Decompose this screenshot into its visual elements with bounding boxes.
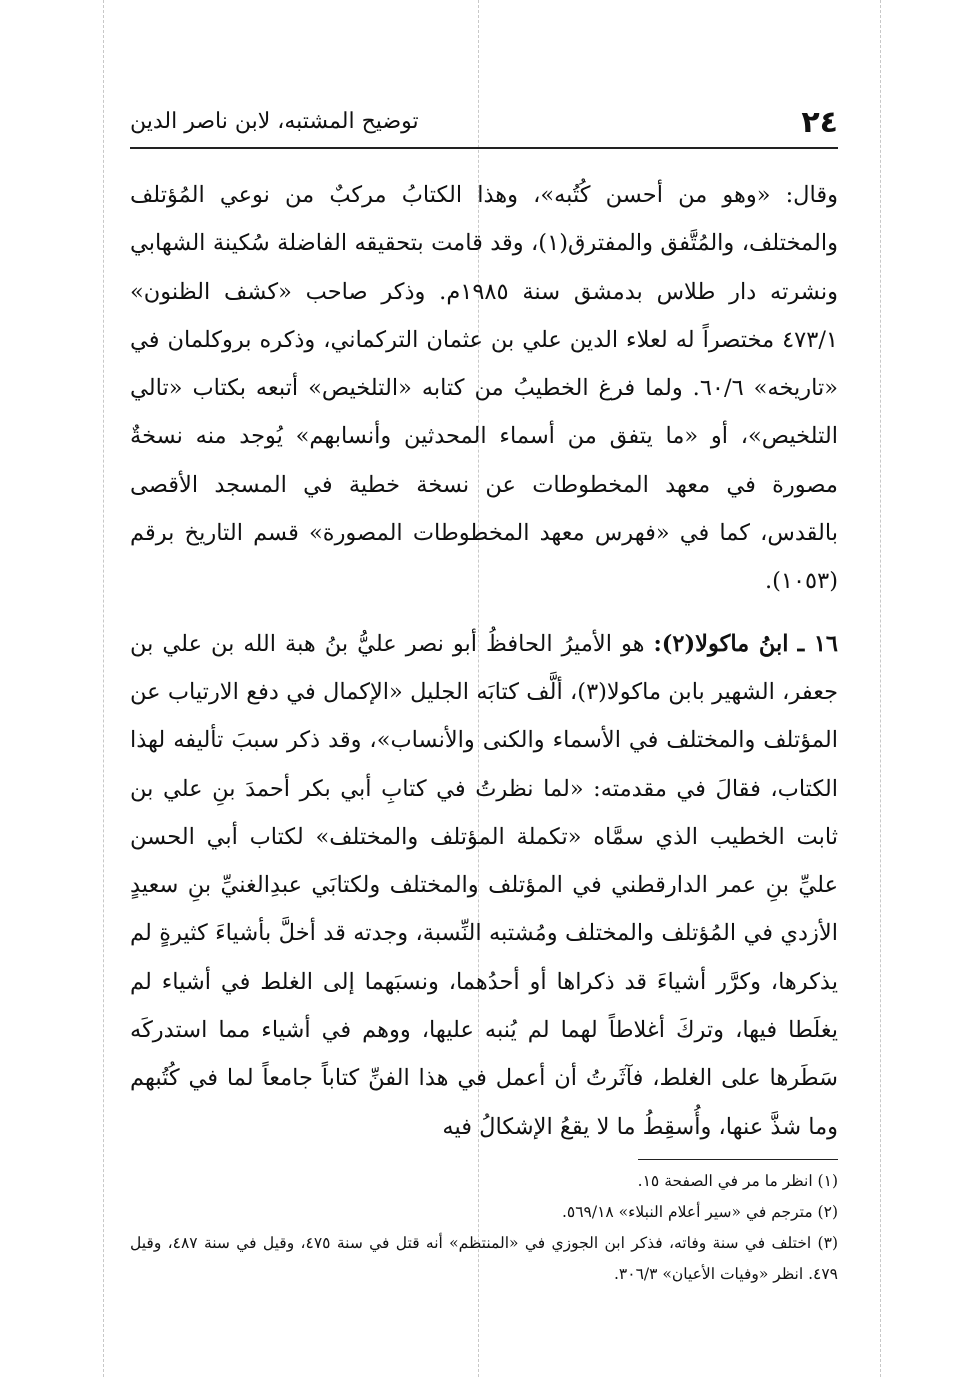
book-page <box>130 95 838 1290</box>
footnote-divider <box>638 1159 838 1160</box>
running-title: توضيح المشتبه، لابن ناصر الدين <box>130 109 419 134</box>
entry-name: ابنُ ماكولا(٢): <box>653 630 789 657</box>
footnote-2: (٢) مترجم في «سير أعلام النبلاء» ٥٦٩/١٨. <box>561 1202 838 1221</box>
page-number: ٢٤ <box>801 105 838 140</box>
paragraph-1: وقال: «وهو من أحسن كُتُبه»، وهذا الكتابُ مركبٌ من نوعي المُؤتلف والمختلف، والمُتَّفق والمفترق(١)، وقد قامت بتحقيقه الفاضلة سُكينة الشهابي ونشرته دار طلاس بدمشق سنة ١٩٨٥م. وذكر صاحب «كشف الظنون» ٤٧٣/١ مختصراً له لعلاء الدين علي بن عثمان التركماني، وذكره بروكلمان في «تاريخه» ٦٠/٦. ولما فرغ الخطيبُ من كتابه «التلخيص» أتبعه بكتاب «تالي التلخيص»، أو «ما يتفق من أسماء المحدثين وأنسابهم» يُوجد منه نسخةٌ مصورة في معهد المخطوطات عن نسخة خطية في المسجد الأقصى بالقدس، كما في «فهرس معهد المخطوطات المصورة» قسم التاريخ برقم (١٠٥٣). <box>130 182 838 595</box>
footnotes <box>130 1166 838 1290</box>
page-header <box>130 95 838 149</box>
scan-guide-line-right <box>880 0 881 1377</box>
scan-guide-line-left <box>103 0 104 1377</box>
footnote-3: (٣) اختلف في سنة وفاته، فذكر ابن الجوزي في «المنتظم» أنه قتل في سنة ٤٧٥، وقيل في سنة ٤٨٧، وقيل ٤٧٩. انظر «وفيات الأعيان» ٣٠٦/٣. <box>130 1233 838 1283</box>
footnote-1: (١) انظر ما مر في الصفحة ١٥. <box>637 1171 838 1190</box>
entry-text: هو الأميرُ الحافظُ أبو نصر عليُّ بنُ هبة الله بن علي بن جعفر، الشهير بابن ماكولا(٣)، ألَّف كتابَه الجليل «الإكمال في دفع الارتياب عن المؤتلف والمختلف في الأسماء والكنى والأنساب»، وقد ذكر سببَ تأليفه لهذا الكتاب، فقالَ في مقدمته: «لما نظرتُ في كتابِ أبي بكر أحمدَ بنِ علي بن ثابت الخطيب الذي سمَّاه «تكملة المؤتلف والمختلف» لكتاب أبي الحسن عليِّ بنِ عمر الدارقطني في المؤتلف والمختلف ولكتابَي عبدِالغنيِّ بنِ سعيدٍ الأزدي في المُؤتلف والمختلف ومُشتبه النِّسبة، وجدته قد أخلَّ بأشياءَ كثيرةٍ لم يذكرها، وكرَّر أشياءَ قد ذكراها أو أحدُهما، ونسبَهما إلى الغلط في أشياء لم يغلَطا فيها، وتركَ أغلاطاً لهما لم يُنبه عليها، ووهم في أشياء مما استدركَه سَطَرها على الغلط، فآثَرتُ أن أعمل في هذا الفنِّ كتاباً جامعاً لما في كُتُبهم وما شذَّ عنها، وأُسقِطُ ما لا يقعُ الإشكالُ فيه <box>130 630 838 1140</box>
entry-number: ١٦ ـ <box>797 630 839 657</box>
main-text <box>130 171 838 1151</box>
paragraph-2 <box>130 620 838 1151</box>
